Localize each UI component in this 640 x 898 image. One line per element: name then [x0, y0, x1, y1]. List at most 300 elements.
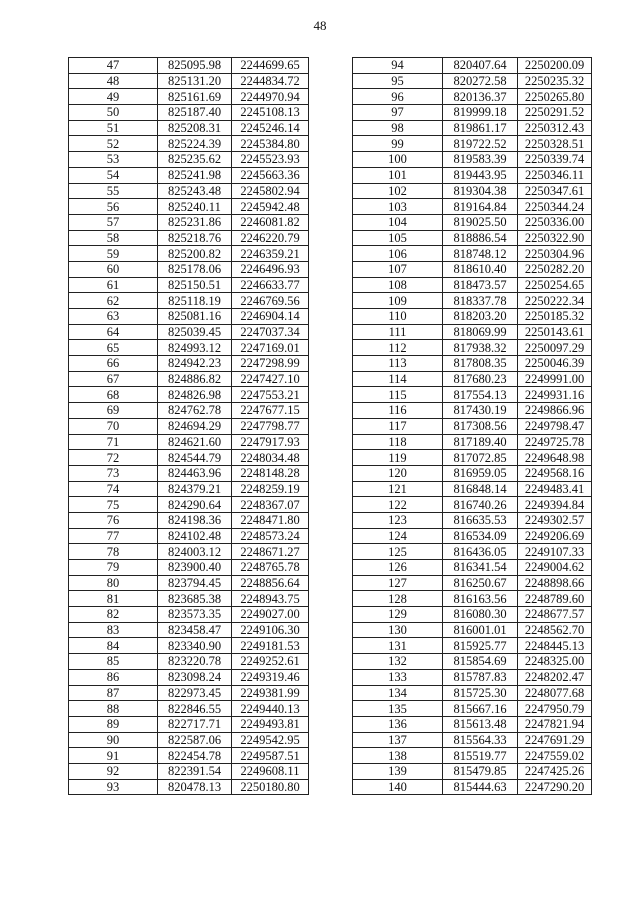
table-row — [69, 434, 309, 450]
x-coordinate-cell: 817554.13 — [443, 387, 518, 403]
table-row — [69, 309, 309, 325]
x-coordinate-cell: 819025.50 — [443, 214, 518, 230]
y-coordinate-cell: 2245108.13 — [232, 105, 309, 121]
x-coordinate-cell: 825208.31 — [158, 120, 232, 136]
x-coordinate-cell: 818473.57 — [443, 277, 518, 293]
table-row — [353, 309, 592, 325]
y-coordinate-cell: 2250046.39 — [518, 356, 592, 372]
y-coordinate-cell: 2250185.32 — [518, 309, 592, 325]
x-coordinate-cell: 818337.78 — [443, 293, 518, 309]
y-coordinate-cell: 2248034.48 — [232, 450, 309, 466]
x-coordinate-cell: 819443.95 — [443, 167, 518, 183]
point-number-cell: 103 — [353, 199, 443, 215]
table-row — [69, 371, 309, 387]
y-coordinate-cell: 2249004.62 — [518, 560, 592, 576]
y-coordinate-cell: 2250222.34 — [518, 293, 592, 309]
x-coordinate-cell: 825161.69 — [158, 89, 232, 105]
y-coordinate-cell: 2247917.93 — [232, 434, 309, 450]
table-row — [69, 779, 309, 795]
table-row — [69, 152, 309, 168]
table-row — [69, 591, 309, 607]
point-number-cell: 136 — [353, 716, 443, 732]
x-coordinate-cell: 823900.40 — [158, 560, 232, 576]
y-coordinate-cell: 2249648.98 — [518, 450, 592, 466]
point-number-cell: 78 — [69, 544, 158, 560]
x-coordinate-cell: 818069.99 — [443, 324, 518, 340]
y-coordinate-cell: 2247553.21 — [232, 387, 309, 403]
table-row — [353, 591, 592, 607]
y-coordinate-cell: 2245942.48 — [232, 199, 309, 215]
x-coordinate-cell: 824942.23 — [158, 356, 232, 372]
page-number: 48 — [313, 18, 327, 33]
point-number-cell: 65 — [69, 340, 158, 356]
y-coordinate-cell: 2250291.52 — [518, 105, 592, 121]
x-coordinate-cell: 825187.40 — [158, 105, 232, 121]
table-row — [69, 418, 309, 434]
table-row — [69, 607, 309, 623]
point-number-cell: 59 — [69, 246, 158, 262]
x-coordinate-cell: 823458.47 — [158, 622, 232, 638]
y-coordinate-cell: 2247169.01 — [232, 340, 309, 356]
y-coordinate-cell: 2249866.96 — [518, 403, 592, 419]
point-number-cell: 117 — [353, 418, 443, 434]
y-coordinate-cell: 2250336.00 — [518, 214, 592, 230]
table-row — [69, 277, 309, 293]
table-row — [69, 654, 309, 670]
table-row — [69, 120, 309, 136]
point-number-cell: 102 — [353, 183, 443, 199]
y-coordinate-cell: 2248856.64 — [232, 575, 309, 591]
x-coordinate-cell: 818886.54 — [443, 230, 518, 246]
y-coordinate-cell: 2248789.60 — [518, 591, 592, 607]
x-coordinate-cell: 822846.55 — [158, 701, 232, 717]
point-number-cell: 62 — [69, 293, 158, 309]
point-number-cell: 98 — [353, 120, 443, 136]
x-coordinate-cell: 815519.77 — [443, 748, 518, 764]
point-number-cell: 121 — [353, 481, 443, 497]
table-row — [353, 528, 592, 544]
point-number-cell: 123 — [353, 512, 443, 528]
point-number-cell: 112 — [353, 340, 443, 356]
x-coordinate-cell: 824762.78 — [158, 403, 232, 419]
y-coordinate-cell: 2250322.90 — [518, 230, 592, 246]
point-number-cell: 99 — [353, 136, 443, 152]
table-row — [353, 512, 592, 528]
table-row — [353, 324, 592, 340]
table-row — [69, 246, 309, 262]
x-coordinate-cell: 822391.54 — [158, 763, 232, 779]
y-coordinate-cell: 2247559.02 — [518, 748, 592, 764]
point-number-cell: 137 — [353, 732, 443, 748]
y-coordinate-cell: 2249319.46 — [232, 669, 309, 685]
table-row — [353, 120, 592, 136]
x-coordinate-cell: 816001.01 — [443, 622, 518, 638]
point-number-cell: 105 — [353, 230, 443, 246]
y-coordinate-cell: 2250235.32 — [518, 73, 592, 89]
y-coordinate-cell: 2250344.24 — [518, 199, 592, 215]
y-coordinate-cell: 2250180.80 — [232, 779, 309, 795]
x-coordinate-cell: 822717.71 — [158, 716, 232, 732]
x-coordinate-cell: 819861.17 — [443, 120, 518, 136]
x-coordinate-cell: 824544.79 — [158, 450, 232, 466]
y-coordinate-cell: 2247427.10 — [232, 371, 309, 387]
table-row — [69, 465, 309, 481]
y-coordinate-cell: 2249798.47 — [518, 418, 592, 434]
table-row — [353, 450, 592, 466]
table-row — [353, 356, 592, 372]
y-coordinate-cell: 2249493.81 — [232, 716, 309, 732]
point-number-cell: 101 — [353, 167, 443, 183]
y-coordinate-cell: 2248259.19 — [232, 481, 309, 497]
point-number-cell: 133 — [353, 669, 443, 685]
point-number-cell: 134 — [353, 685, 443, 701]
point-number-cell: 100 — [353, 152, 443, 168]
table-row — [353, 230, 592, 246]
x-coordinate-cell: 819999.18 — [443, 105, 518, 121]
table-row — [69, 481, 309, 497]
table-row — [353, 701, 592, 717]
point-number-cell: 85 — [69, 654, 158, 670]
x-coordinate-cell: 815667.16 — [443, 701, 518, 717]
point-number-cell: 48 — [69, 73, 158, 89]
x-coordinate-cell: 819583.39 — [443, 152, 518, 168]
point-number-cell: 93 — [69, 779, 158, 795]
point-number-cell: 119 — [353, 450, 443, 466]
y-coordinate-cell: 2249107.33 — [518, 544, 592, 560]
y-coordinate-cell: 2249608.11 — [232, 763, 309, 779]
point-number-cell: 64 — [69, 324, 158, 340]
table-row — [69, 183, 309, 199]
point-number-cell: 114 — [353, 371, 443, 387]
table-row — [353, 371, 592, 387]
y-coordinate-cell: 2246359.21 — [232, 246, 309, 262]
table-row — [69, 622, 309, 638]
point-number-cell: 118 — [353, 434, 443, 450]
y-coordinate-cell: 2244970.94 — [232, 89, 309, 105]
table-row — [353, 748, 592, 764]
y-coordinate-cell: 2249027.00 — [232, 607, 309, 623]
point-number-cell: 73 — [69, 465, 158, 481]
table-row — [353, 779, 592, 795]
x-coordinate-cell: 824694.29 — [158, 418, 232, 434]
point-number-cell: 92 — [69, 763, 158, 779]
point-number-cell: 63 — [69, 309, 158, 325]
point-number-cell: 81 — [69, 591, 158, 607]
y-coordinate-cell: 2245246.14 — [232, 120, 309, 136]
y-coordinate-cell: 2247950.79 — [518, 701, 592, 717]
y-coordinate-cell: 2249587.51 — [232, 748, 309, 764]
x-coordinate-cell: 816635.53 — [443, 512, 518, 528]
point-number-cell: 77 — [69, 528, 158, 544]
table-row — [69, 356, 309, 372]
x-coordinate-cell: 816959.05 — [443, 465, 518, 481]
y-coordinate-cell: 2247425.26 — [518, 763, 592, 779]
point-number-cell: 128 — [353, 591, 443, 607]
point-number-cell: 115 — [353, 387, 443, 403]
table-row — [353, 183, 592, 199]
x-coordinate-cell: 824290.64 — [158, 497, 232, 513]
point-number-cell: 106 — [353, 246, 443, 262]
x-coordinate-cell: 816080.30 — [443, 607, 518, 623]
point-number-cell: 122 — [353, 497, 443, 513]
y-coordinate-cell: 2249991.00 — [518, 371, 592, 387]
x-coordinate-cell: 815925.77 — [443, 638, 518, 654]
x-coordinate-cell: 825095.98 — [158, 58, 232, 74]
y-coordinate-cell: 2249725.78 — [518, 434, 592, 450]
point-number-cell: 94 — [353, 58, 443, 74]
x-coordinate-cell: 824621.60 — [158, 434, 232, 450]
y-coordinate-cell: 2249483.41 — [518, 481, 592, 497]
y-coordinate-cell: 2248573.24 — [232, 528, 309, 544]
table-row — [69, 732, 309, 748]
x-coordinate-cell: 823573.35 — [158, 607, 232, 623]
x-coordinate-cell: 825218.76 — [158, 230, 232, 246]
point-number-cell: 71 — [69, 434, 158, 450]
table-row — [69, 136, 309, 152]
table-row — [353, 152, 592, 168]
x-coordinate-cell: 815613.48 — [443, 716, 518, 732]
y-coordinate-cell: 2247821.94 — [518, 716, 592, 732]
table-row — [69, 324, 309, 340]
table-row — [69, 544, 309, 560]
x-coordinate-cell: 816250.67 — [443, 575, 518, 591]
y-coordinate-cell: 2246769.56 — [232, 293, 309, 309]
point-number-cell: 132 — [353, 654, 443, 670]
x-coordinate-cell: 824102.48 — [158, 528, 232, 544]
table-row — [69, 497, 309, 513]
table-row — [69, 669, 309, 685]
table-row — [353, 199, 592, 215]
x-coordinate-cell: 824463.96 — [158, 465, 232, 481]
x-coordinate-cell: 822454.78 — [158, 748, 232, 764]
point-number-cell: 135 — [353, 701, 443, 717]
point-number-cell: 125 — [353, 544, 443, 560]
table-row — [69, 293, 309, 309]
y-coordinate-cell: 2250347.61 — [518, 183, 592, 199]
x-coordinate-cell: 824198.36 — [158, 512, 232, 528]
table-row — [69, 73, 309, 89]
x-coordinate-cell: 823685.38 — [158, 591, 232, 607]
x-coordinate-cell: 824379.21 — [158, 481, 232, 497]
x-coordinate-cell: 825039.45 — [158, 324, 232, 340]
point-number-cell: 66 — [69, 356, 158, 372]
table-row — [69, 763, 309, 779]
point-number-cell: 80 — [69, 575, 158, 591]
point-number-cell: 113 — [353, 356, 443, 372]
table-row — [353, 575, 592, 591]
table-row — [353, 638, 592, 654]
point-number-cell: 129 — [353, 607, 443, 623]
x-coordinate-cell: 816163.56 — [443, 591, 518, 607]
y-coordinate-cell: 2250304.96 — [518, 246, 592, 262]
x-coordinate-cell: 815725.30 — [443, 685, 518, 701]
point-number-cell: 140 — [353, 779, 443, 795]
table-row — [353, 732, 592, 748]
y-coordinate-cell: 2250143.61 — [518, 324, 592, 340]
point-number-cell: 79 — [69, 560, 158, 576]
point-number-cell: 60 — [69, 261, 158, 277]
table-row — [69, 199, 309, 215]
point-number-cell: 56 — [69, 199, 158, 215]
table-row — [353, 560, 592, 576]
x-coordinate-cell: 815444.63 — [443, 779, 518, 795]
point-number-cell: 76 — [69, 512, 158, 528]
x-coordinate-cell: 820407.64 — [443, 58, 518, 74]
y-coordinate-cell: 2250200.09 — [518, 58, 592, 74]
y-coordinate-cell: 2249181.53 — [232, 638, 309, 654]
x-coordinate-cell: 819304.38 — [443, 183, 518, 199]
y-coordinate-cell: 2250097.29 — [518, 340, 592, 356]
x-coordinate-cell: 815787.83 — [443, 669, 518, 685]
table-row — [353, 136, 592, 152]
table-row — [353, 73, 592, 89]
y-coordinate-cell: 2248445.13 — [518, 638, 592, 654]
table-row — [69, 512, 309, 528]
x-coordinate-cell: 817308.56 — [443, 418, 518, 434]
table-row — [353, 669, 592, 685]
y-coordinate-cell: 2247798.77 — [232, 418, 309, 434]
table-row — [69, 560, 309, 576]
point-number-cell: 70 — [69, 418, 158, 434]
point-number-cell: 69 — [69, 403, 158, 419]
point-number-cell: 111 — [353, 324, 443, 340]
point-number-cell: 109 — [353, 293, 443, 309]
table-row — [353, 387, 592, 403]
table-row — [353, 418, 592, 434]
point-number-cell: 91 — [69, 748, 158, 764]
x-coordinate-cell: 823220.78 — [158, 654, 232, 670]
x-coordinate-cell: 825178.06 — [158, 261, 232, 277]
point-number-cell: 87 — [69, 685, 158, 701]
point-number-cell: 96 — [353, 89, 443, 105]
point-number-cell: 67 — [69, 371, 158, 387]
x-coordinate-cell: 820272.58 — [443, 73, 518, 89]
y-coordinate-cell: 2249302.57 — [518, 512, 592, 528]
point-number-cell: 127 — [353, 575, 443, 591]
table-row — [69, 638, 309, 654]
table-row — [69, 685, 309, 701]
y-coordinate-cell: 2248943.75 — [232, 591, 309, 607]
table-row — [353, 293, 592, 309]
point-number-cell: 74 — [69, 481, 158, 497]
x-coordinate-cell: 824886.82 — [158, 371, 232, 387]
x-coordinate-cell: 823098.24 — [158, 669, 232, 685]
y-coordinate-cell: 2249252.61 — [232, 654, 309, 670]
y-coordinate-cell: 2250328.51 — [518, 136, 592, 152]
y-coordinate-cell: 2249542.95 — [232, 732, 309, 748]
y-coordinate-cell: 2248325.00 — [518, 654, 592, 670]
y-coordinate-cell: 2245384.80 — [232, 136, 309, 152]
x-coordinate-cell: 816436.05 — [443, 544, 518, 560]
y-coordinate-cell: 2246633.77 — [232, 277, 309, 293]
y-coordinate-cell: 2249394.84 — [518, 497, 592, 513]
x-coordinate-cell: 824003.12 — [158, 544, 232, 560]
point-number-cell: 89 — [69, 716, 158, 732]
point-number-cell: 49 — [69, 89, 158, 105]
table-row — [353, 340, 592, 356]
x-coordinate-cell: 816740.26 — [443, 497, 518, 513]
x-coordinate-cell: 817430.19 — [443, 403, 518, 419]
point-number-cell: 47 — [69, 58, 158, 74]
x-coordinate-cell: 816848.14 — [443, 481, 518, 497]
x-coordinate-cell: 825231.86 — [158, 214, 232, 230]
x-coordinate-cell: 815564.33 — [443, 732, 518, 748]
table-row — [69, 748, 309, 764]
x-coordinate-cell: 819164.84 — [443, 199, 518, 215]
y-coordinate-cell: 2248898.66 — [518, 575, 592, 591]
table-row — [353, 89, 592, 105]
table-row — [69, 167, 309, 183]
y-coordinate-cell: 2250254.65 — [518, 277, 592, 293]
point-number-cell: 126 — [353, 560, 443, 576]
x-coordinate-cell: 820478.13 — [158, 779, 232, 795]
y-coordinate-cell: 2245663.36 — [232, 167, 309, 183]
x-coordinate-cell: 825235.62 — [158, 152, 232, 168]
point-number-cell: 97 — [353, 105, 443, 121]
y-coordinate-cell: 2248367.07 — [232, 497, 309, 513]
x-coordinate-cell: 815854.69 — [443, 654, 518, 670]
y-coordinate-cell: 2249568.16 — [518, 465, 592, 481]
point-number-cell: 58 — [69, 230, 158, 246]
table-row — [69, 105, 309, 121]
y-coordinate-cell: 2247691.29 — [518, 732, 592, 748]
table-row — [353, 544, 592, 560]
point-number-cell: 82 — [69, 607, 158, 623]
x-coordinate-cell: 817808.35 — [443, 356, 518, 372]
y-coordinate-cell: 2248202.47 — [518, 669, 592, 685]
x-coordinate-cell: 817189.40 — [443, 434, 518, 450]
table-row — [353, 261, 592, 277]
y-coordinate-cell: 2245523.93 — [232, 152, 309, 168]
x-coordinate-cell: 825081.16 — [158, 309, 232, 325]
point-number-cell: 138 — [353, 748, 443, 764]
x-coordinate-cell: 820136.37 — [443, 89, 518, 105]
x-coordinate-cell: 816534.09 — [443, 528, 518, 544]
table-row — [69, 387, 309, 403]
table-row — [353, 763, 592, 779]
point-number-cell: 54 — [69, 167, 158, 183]
x-coordinate-cell: 818748.12 — [443, 246, 518, 262]
y-coordinate-cell: 2249931.16 — [518, 387, 592, 403]
table-row — [69, 528, 309, 544]
x-coordinate-cell: 825150.51 — [158, 277, 232, 293]
table-row — [353, 403, 592, 419]
x-coordinate-cell: 822973.45 — [158, 685, 232, 701]
x-coordinate-cell: 823794.45 — [158, 575, 232, 591]
point-number-cell: 139 — [353, 763, 443, 779]
x-coordinate-cell: 825224.39 — [158, 136, 232, 152]
y-coordinate-cell: 2250339.74 — [518, 152, 592, 168]
y-coordinate-cell: 2244699.65 — [232, 58, 309, 74]
point-number-cell: 50 — [69, 105, 158, 121]
point-number-cell: 53 — [69, 152, 158, 168]
point-number-cell: 130 — [353, 622, 443, 638]
point-number-cell: 108 — [353, 277, 443, 293]
y-coordinate-cell: 2247290.20 — [518, 779, 592, 795]
y-coordinate-cell: 2247298.99 — [232, 356, 309, 372]
table-row — [353, 277, 592, 293]
y-coordinate-cell: 2248765.78 — [232, 560, 309, 576]
x-coordinate-cell: 825240.11 — [158, 199, 232, 215]
x-coordinate-cell: 825118.19 — [158, 293, 232, 309]
y-coordinate-cell: 2248671.27 — [232, 544, 309, 560]
point-number-cell: 104 — [353, 214, 443, 230]
table-row — [353, 685, 592, 701]
table-row — [69, 230, 309, 246]
table-row — [353, 654, 592, 670]
point-number-cell: 88 — [69, 701, 158, 717]
table-row — [353, 58, 592, 74]
